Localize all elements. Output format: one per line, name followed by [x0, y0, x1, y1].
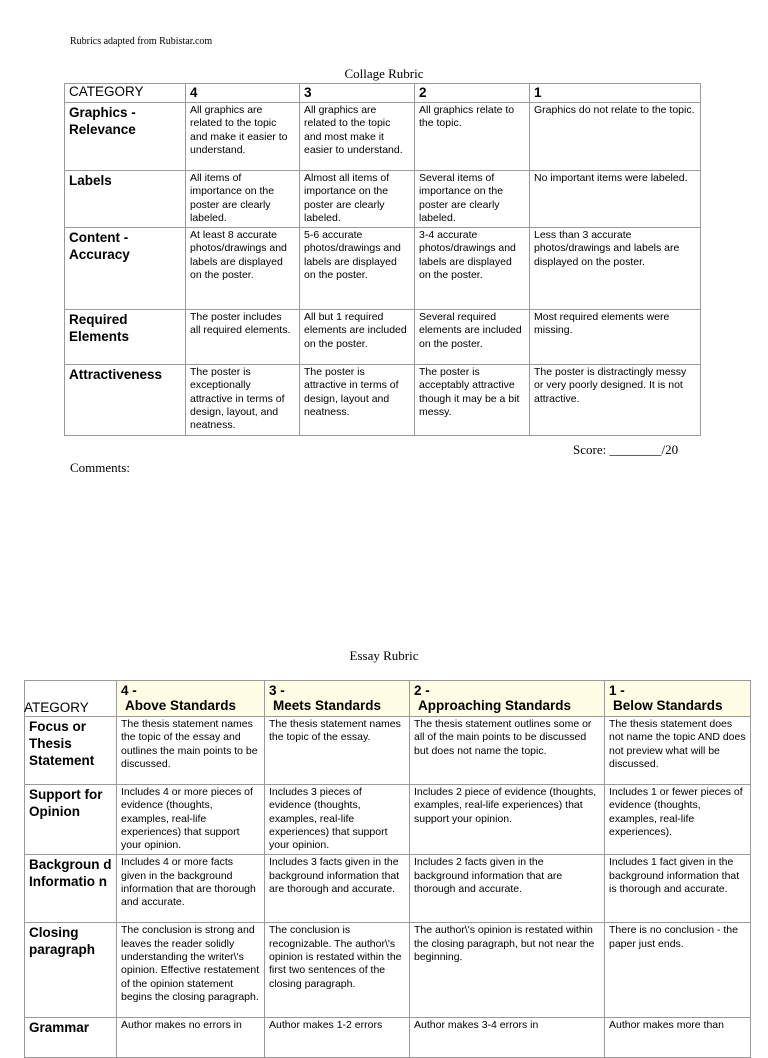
criteria-cell: The thesis statement names the topic of the essay and outlines the main points to be discussed. — [117, 717, 265, 785]
category-cell: Content - Accuracy — [65, 228, 186, 310]
criteria-cell: The thesis statement outlines some or all of the main points to be discussed but does not name the topic. — [410, 717, 605, 785]
criteria-cell: The thesis statement does not name the topic AND does not preview what will be discussed. — [605, 717, 751, 785]
criteria-cell: No important items were labeled. — [530, 171, 701, 228]
collage-rubric-title: Collage Rubric — [344, 66, 424, 81]
essay-header-row — [25, 681, 751, 717]
table-row — [65, 365, 701, 435]
criteria-cell: Includes 1 or fewer pieces of evidence (thoughts, examples, real-life experiences). — [605, 785, 751, 855]
category-cell: Attractiveness — [65, 365, 186, 435]
criteria-cell: Most required elements were missing. — [530, 310, 701, 365]
criteria-cell: All graphics are related to the topic and make it easier to understand. — [186, 103, 300, 171]
table-row — [65, 310, 701, 365]
criteria-cell: Author makes 3-4 errors in — [410, 1018, 605, 1058]
category-cell: Focus or Thesis Statement — [25, 717, 117, 785]
criteria-cell: Author makes 1-2 errors — [265, 1018, 410, 1058]
criteria-cell: Several items of importance on the poster are clearly labeled. — [415, 171, 530, 228]
criteria-cell: The conclusion is recognizable. The author\'s opinion is restated within the first two sentences of the closing paragraph. — [265, 923, 410, 1018]
level-number: 1 - — [609, 683, 625, 698]
essay-header-4 — [117, 681, 265, 717]
table-row — [65, 171, 701, 228]
essay-header-3 — [265, 681, 410, 717]
criteria-cell: Graphics do not relate to the topic. — [530, 103, 701, 171]
criteria-cell: Includes 2 facts given in the background information that are thorough and accurate. — [410, 855, 605, 923]
score-line: Score: ________/20 — [573, 442, 679, 457]
essay-rubric-title: Essay Rubric — [349, 648, 419, 663]
collage-header-3: 3 — [300, 84, 415, 103]
criteria-cell: Includes 3 facts given in the background information that are thorough and accurate. — [265, 855, 410, 923]
essay-header-2 — [410, 681, 605, 717]
table-row — [25, 785, 751, 855]
category-cell: Backgroun d Informatio n — [25, 855, 117, 923]
criteria-cell: All items of importance on the poster are clearly labeled. — [186, 171, 300, 228]
level-label: Above Standards — [125, 698, 237, 713]
category-cell: Graphics - Relevance — [65, 103, 186, 171]
criteria-cell: 5-6 accurate photos/drawings and labels are displayed on the poster. — [300, 228, 415, 310]
level-label: Meets Standards — [273, 698, 382, 713]
collage-header-2: 2 — [415, 84, 530, 103]
category-cell: Required Elements — [65, 310, 186, 365]
essay-header-1 — [605, 681, 751, 717]
criteria-cell: 3-4 accurate photos/drawings and labels are displayed on the poster. — [415, 228, 530, 310]
criteria-cell: Author makes more than — [605, 1018, 751, 1058]
criteria-cell: Includes 4 or more pieces of evidence (thoughts, examples, real-life experiences) that support your opinion. — [117, 785, 265, 855]
collage-header-category: CATEGORY — [65, 84, 186, 103]
essay-rubric-table — [24, 680, 751, 1058]
criteria-cell: Author makes no errors in — [117, 1018, 265, 1058]
level-number: 4 - — [121, 683, 137, 698]
category-cell: Support for Opinion — [25, 785, 117, 855]
criteria-cell: Several required elements are included on the poster. — [415, 310, 530, 365]
level-label: Approaching Standards — [418, 698, 572, 713]
criteria-cell: All but 1 required elements are included on the poster. — [300, 310, 415, 365]
category-cell: Labels — [65, 171, 186, 228]
category-cell: Closing paragraph — [25, 923, 117, 1018]
criteria-cell: The poster is attractive in terms of design, layout and neatness. — [300, 365, 415, 435]
criteria-cell: The conclusion is strong and leaves the reader solidly understanding the writer\'s opinion. Effective restatement of the opinion statement begins the closing paragraph. — [117, 923, 265, 1018]
source-note: Rubrics adapted from Rubistar.com — [70, 36, 213, 47]
essay-header-category: ATEGORY — [25, 681, 117, 717]
criteria-cell: The thesis statement names the topic of the essay. — [265, 717, 410, 785]
criteria-cell: All graphics are related to the topic and most make it easier to understand. — [300, 103, 415, 171]
table-row — [65, 103, 701, 171]
criteria-cell: Includes 1 fact given in the background information that is thorough and accurate. — [605, 855, 751, 923]
level-label: Below Standards — [613, 698, 723, 713]
table-row — [25, 923, 751, 1018]
collage-header-1: 1 — [530, 84, 701, 103]
criteria-cell: Includes 4 or more facts given in the background information that are thorough and accurate. — [117, 855, 265, 923]
level-number: 3 - — [269, 683, 285, 698]
collage-header-4: 4 — [186, 84, 300, 103]
criteria-cell: Includes 3 pieces of evidence (thoughts, examples, real-life experiences) that support your opinion. — [265, 785, 410, 855]
criteria-cell: The poster is exceptionally attractive in terms of design, layout, and neatness. — [186, 365, 300, 435]
comments-label: Comments: — [70, 460, 130, 475]
criteria-cell: There is no conclusion - the paper just ends. — [605, 923, 751, 1018]
criteria-cell: The author\'s opinion is restated within the closing paragraph, but not near the beginning. — [410, 923, 605, 1018]
level-number: 2 - — [414, 683, 430, 698]
criteria-cell: All graphics relate to the topic. — [415, 103, 530, 171]
table-row — [25, 717, 751, 785]
table-row — [65, 228, 701, 310]
category-cell: Grammar — [25, 1018, 117, 1058]
table-row — [25, 1018, 751, 1058]
table-row — [25, 855, 751, 923]
criteria-cell: Includes 2 piece of evidence (thoughts, examples, real-life experiences) that support your opinion. — [410, 785, 605, 855]
criteria-cell: At least 8 accurate photos/drawings and labels are displayed on the poster. — [186, 228, 300, 310]
essay-rubric-section — [0, 680, 768, 1036]
criteria-cell: Less than 3 accurate photos/drawings and labels are displayed on the poster. — [530, 228, 701, 310]
collage-rubric-table — [64, 83, 701, 436]
criteria-cell: The poster is distractingly messy or very poorly designed. It is not attractive. — [530, 365, 701, 435]
criteria-cell: The poster includes all required elements. — [186, 310, 300, 365]
collage-header-row — [65, 84, 701, 103]
criteria-cell: The poster is acceptably attractive though it may be a bit messy. — [415, 365, 530, 435]
criteria-cell: Almost all items of importance on the poster are clearly labeled. — [300, 171, 415, 228]
